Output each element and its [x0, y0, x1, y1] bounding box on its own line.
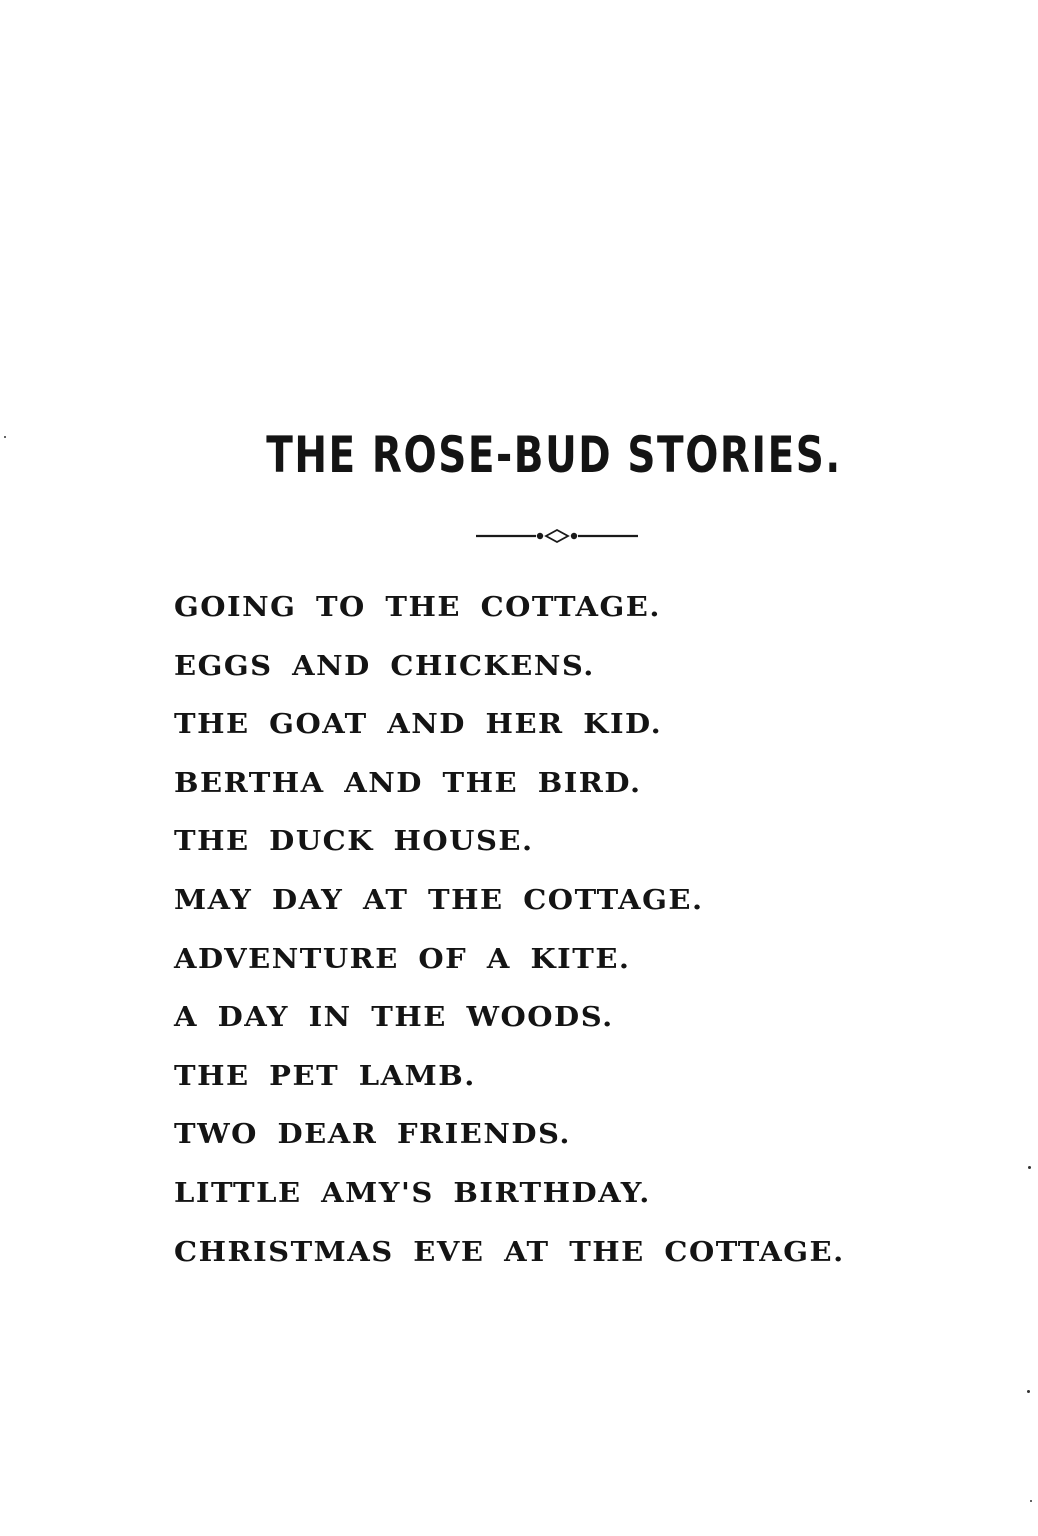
list-item: MAY DAY AT THE COTTAGE. [174, 883, 704, 916]
list-item: THE DUCK HOUSE. [174, 825, 534, 857]
print-speck [4, 436, 6, 438]
list-item: BERTHA AND THE BIRD. [174, 766, 642, 799]
list-item: ADVENTURE OF A KITE. [174, 942, 631, 974]
page-title: THE ROSE-BUD STORIES. [266, 426, 842, 484]
list-item: THE PET LAMB. [174, 1059, 476, 1091]
list-item: GOING TO THE COTTAGE. [174, 590, 661, 623]
list-item: EGGS AND CHICKENS. [174, 649, 595, 681]
diamond-rule-ornament-icon [474, 527, 640, 545]
print-speck [1027, 1390, 1030, 1393]
list-item: THE GOAT AND HER KID. [174, 708, 663, 740]
list-item: CHRISTMAS EVE AT THE COTTAGE. [174, 1235, 845, 1267]
list-item: TWO DEAR FRIENDS. [174, 1118, 571, 1150]
print-speck [1030, 1500, 1032, 1502]
story-list [174, 584, 845, 1287]
list-item: LITTLE AMY'S BIRTHDAY. [174, 1176, 651, 1209]
list-item: A DAY IN THE WOODS. [174, 1001, 614, 1033]
print-speck [1028, 1166, 1031, 1169]
